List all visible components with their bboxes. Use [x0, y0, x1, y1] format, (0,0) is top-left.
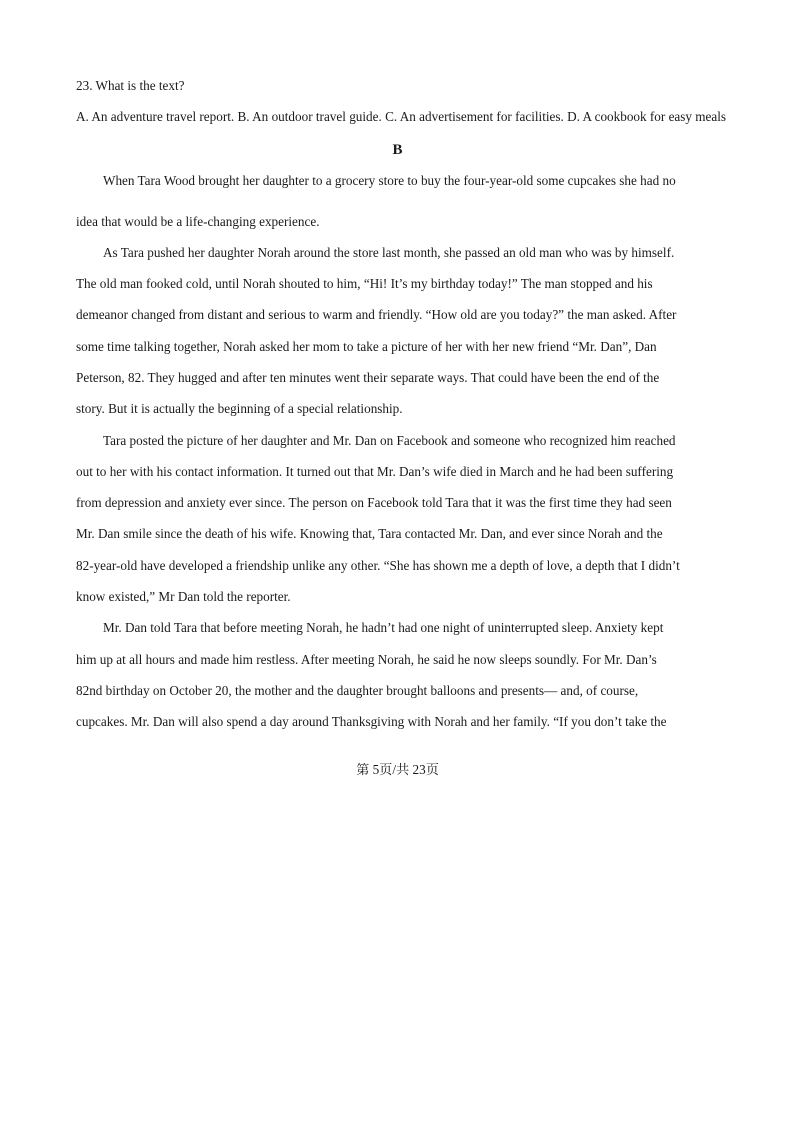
page-number-footer: 第 5页/共 23页 [356, 762, 439, 777]
passage-line: cupcakes. Mr. Dan will also spend a day around Thanksgiving with Norah and her family. “If you don’t take the [76, 714, 667, 729]
passage-line: 82-year-old have developed a friendship unlike any other. “She has shown me a depth of love, a depth that I didn’t [76, 558, 680, 573]
passage-line: out to her with his contact information. It turned out that Mr. Dan’s wife died in March and he had been suffering [76, 464, 674, 479]
passage-line: from depression and anxiety ever since. The person on Facebook told Tara that it was the first time they had seen [76, 495, 672, 510]
passage-line: The old man fooked cold, until Norah shouted to him, “Hi! It’s my birthday today!” The man stopped and his [76, 276, 653, 291]
passage-line: Peterson, 82. They hugged and after ten minutes went their separate ways. That could have been the end of the [76, 370, 660, 385]
passage-line: Mr. Dan smile since the death of his wife. Knowing that, Tara contacted Mr. Dan, and ever since Norah and the [76, 526, 663, 541]
passage-line: When Tara Wood brought her daughter to a grocery store to buy the four-year-old some cupcakes she had no [103, 173, 676, 188]
passage-line: story. But it is actually the beginning of a special relationship. [76, 401, 403, 416]
question-stem: 23. What is the text? [76, 78, 185, 93]
passage-line: him up at all hours and made him restless. After meeting Norah, he said he now sleeps soundly. For Mr. Dan’s [76, 652, 657, 667]
passage-line: some time talking together, Norah asked her mom to take a picture of her with her new friend “Mr. Dan”, Dan [76, 339, 657, 354]
passage-line: As Tara pushed her daughter Norah around the store last month, she passed an old man who was by himself. [103, 245, 675, 260]
passage-line: Mr. Dan told Tara that before meeting Norah, he hadn’t had one night of uninterrupted sleep. Anxiety kept [103, 620, 664, 635]
passage-line: demeanor changed from distant and serious to warm and friendly. “How old are you today?” the man asked. After [76, 307, 677, 322]
passage-heading: B [392, 142, 403, 158]
passage-line: Tara posted the picture of her daughter and Mr. Dan on Facebook and someone who recognized him reached [103, 433, 676, 448]
passage-line: 82nd birthday on October 20, the mother and the daughter brought balloons and presents— and, of course, [76, 683, 639, 698]
question-options: A. An adventure travel report. B. An outdoor travel guide. C. An advertisement for facilities. D. A cookbook for easy meals [76, 109, 727, 124]
passage-line: know existed,” Mr Dan told the reporter. [76, 589, 291, 604]
passage-line: idea that would be a life-changing experience. [76, 214, 320, 229]
